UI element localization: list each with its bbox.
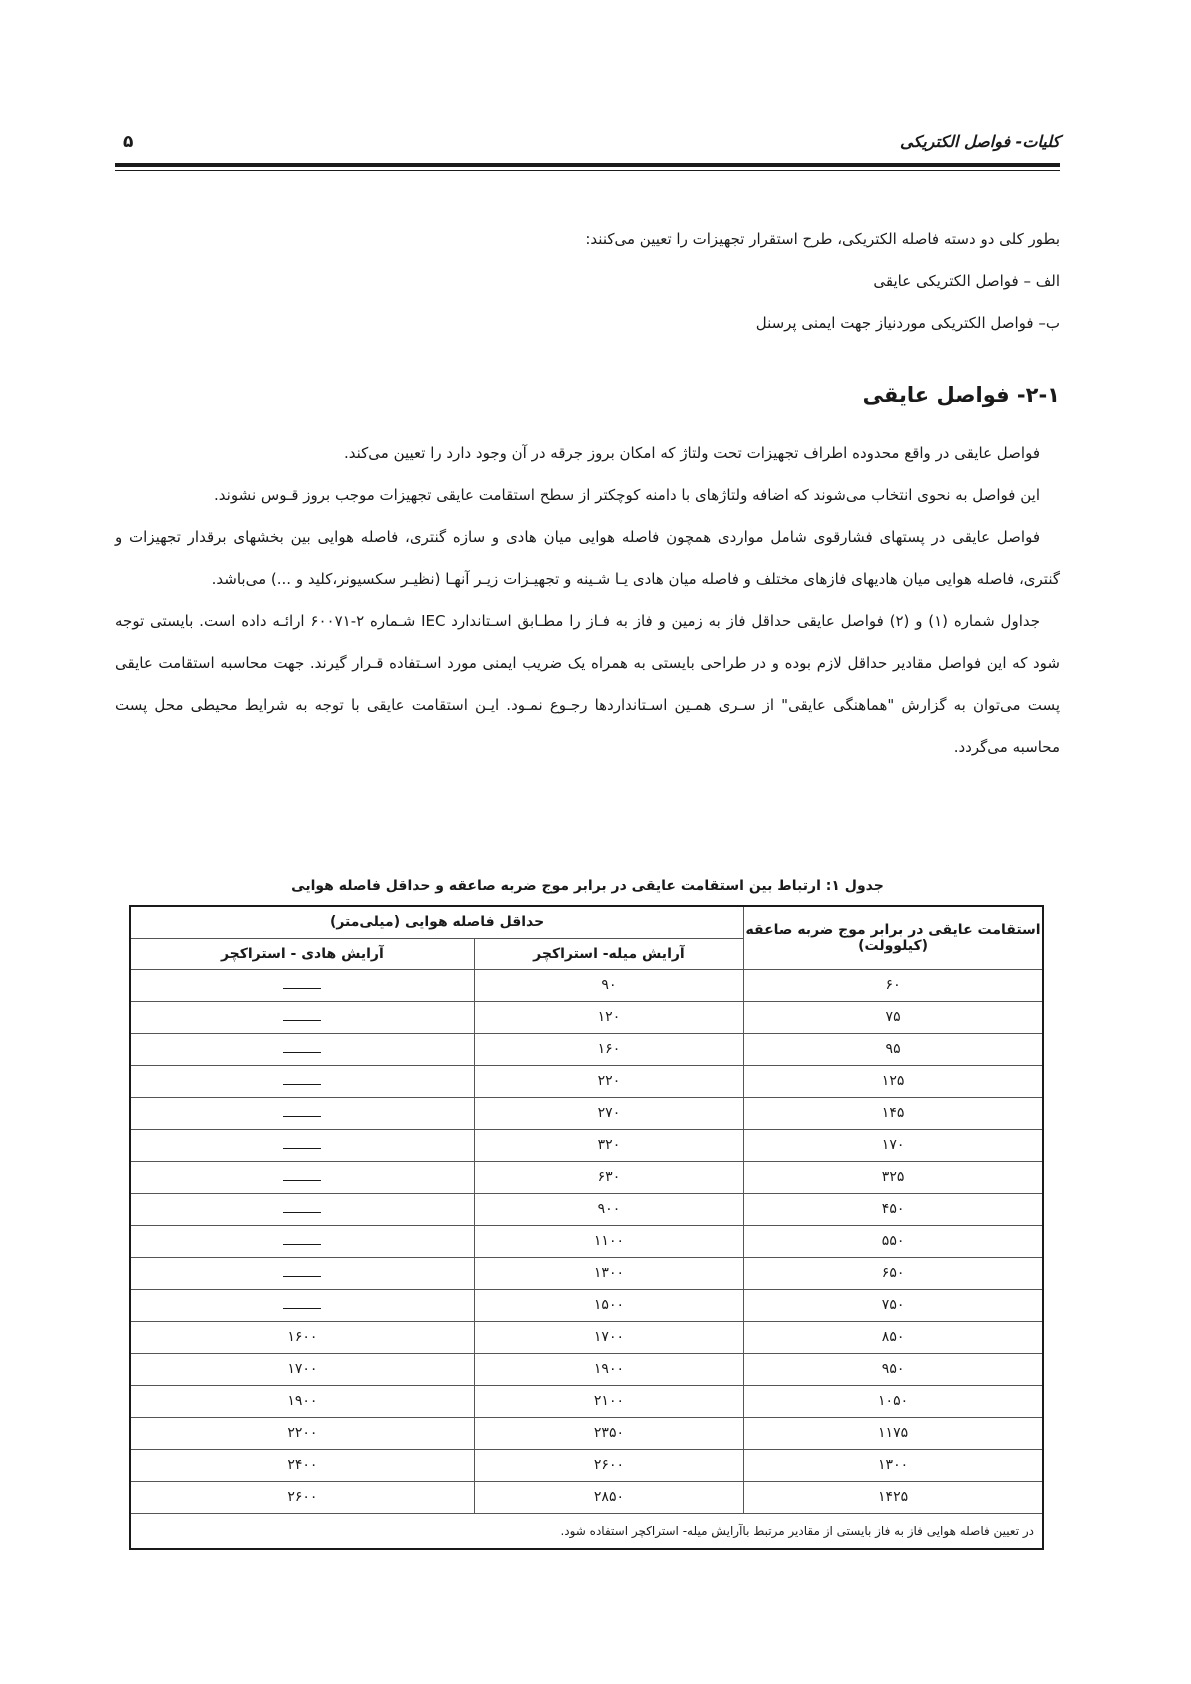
table-row (130, 969, 1043, 1001)
cell-withstand: ۴۵۰ (744, 1193, 1043, 1225)
cell-withstand: ۱۷۰ (744, 1129, 1043, 1161)
col-header-group: حداقل فاصله هوایی (میلی‌متر) (130, 906, 744, 938)
cell-rod: ۱۳۰۰ (474, 1257, 743, 1289)
cell-conductor (130, 1097, 474, 1129)
table-row (130, 1481, 1043, 1513)
cell-rod: ۱۵۰۰ (474, 1289, 743, 1321)
cell-rod: ۲۷۰ (474, 1097, 743, 1129)
cell-rod: ۲۱۰۰ (474, 1385, 743, 1417)
cell-withstand: ۱۰۵۰ (744, 1385, 1043, 1417)
cell-conductor: ۱۹۰۰ (130, 1385, 474, 1417)
cell-conductor (130, 1225, 474, 1257)
empty-dash (283, 1234, 321, 1245)
intro-block (115, 218, 1060, 344)
document-page (115, 0, 1060, 1684)
header-rule (115, 163, 1060, 167)
header-rule-thin (115, 170, 1060, 171)
cell-withstand: ۹۵ (744, 1033, 1043, 1065)
table-row (130, 1353, 1043, 1385)
cell-withstand: ۷۵ (744, 1001, 1043, 1033)
cell-conductor (130, 969, 474, 1001)
empty-dash (283, 1074, 321, 1085)
intro-item-a: الف – فواصل الکتریکی عایقی (873, 272, 1060, 290)
table-row (130, 1065, 1043, 1097)
empty-dash (283, 1170, 321, 1181)
cell-conductor (130, 1065, 474, 1097)
table-row (130, 1417, 1043, 1449)
cell-withstand: ۱۳۰۰ (744, 1449, 1043, 1481)
paragraph: جداول شماره (۱) و (۲) فواصل عایقی حداقل فاز به زمین و فاز به فـاز را مطـابق اسـتاندارد IEC شـماره ۲-۶۰۰۷۱ ارائـه داده است. بایستی توجه شود که این فواصل مقادیر حداقل لازم بوده و در طراحی بایستی به همراه یک ضریب ایمنی مورد اسـتفاده قـرار گیرند. جهت محاسبه استقامت عایقی پست می‌توان به گزارش "هماهنگی عایقی" از سـری همـین اسـتانداردها رجـوع نمـود. ایـن استقامت عایقی با توجه به شرایط محیطی محل پست محاسبه می‌گردد. (115, 612, 1060, 756)
empty-dash (283, 1042, 321, 1053)
cell-withstand: ۶۰ (744, 969, 1043, 1001)
cell-rod: ۱۶۰ (474, 1033, 743, 1065)
running-header (115, 132, 1060, 158)
page-number: ۵ (123, 132, 134, 152)
cell-withstand: ۹۵۰ (744, 1353, 1043, 1385)
empty-dash (283, 1010, 321, 1021)
table-row (130, 1225, 1043, 1257)
cell-withstand: ۱۴۵ (744, 1097, 1043, 1129)
cell-conductor (130, 1289, 474, 1321)
table-row (130, 1257, 1043, 1289)
table-row (130, 1449, 1043, 1481)
cell-conductor: ۱۷۰۰ (130, 1353, 474, 1385)
section-heading: ۲-۱- فواصل عایقی (862, 383, 1060, 407)
body-text (115, 432, 1060, 768)
cell-rod: ۱۱۰۰ (474, 1225, 743, 1257)
cell-withstand: ۸۵۰ (744, 1321, 1043, 1353)
table-body (130, 969, 1043, 1513)
header-title: کلیات- فواصل الکتریکی (900, 132, 1060, 151)
cell-rod: ۶۳۰ (474, 1161, 743, 1193)
table-row (130, 1001, 1043, 1033)
paragraph: فواصل عایقی در واقع محدوده اطراف تجهیزات تحت ولتاژ که امکان بروز جرقه در آن وجود دارد را تعیین می‌کند. (343, 444, 1040, 462)
cell-rod: ۹۰۰ (474, 1193, 743, 1225)
cell-rod: ۱۹۰۰ (474, 1353, 743, 1385)
cell-conductor (130, 1033, 474, 1065)
cell-conductor (130, 1129, 474, 1161)
cell-conductor: ۲۲۰۰ (130, 1417, 474, 1449)
cell-rod: ۲۸۵۰ (474, 1481, 743, 1513)
clearance-table (129, 905, 1044, 1550)
cell-rod: ۹۰ (474, 969, 743, 1001)
cell-withstand: ۱۱۷۵ (744, 1417, 1043, 1449)
empty-dash (283, 978, 321, 989)
empty-dash (283, 1106, 321, 1117)
empty-dash (283, 1298, 321, 1309)
table-note: در تعیین فاصله هوایی فاز به فاز بایستی از مقادیر مرتبط باآرایش میله- استراکچر استفاده شود. (130, 1513, 1043, 1549)
cell-conductor (130, 1257, 474, 1289)
empty-dash (283, 1202, 321, 1213)
cell-withstand: ۳۲۵ (744, 1161, 1043, 1193)
cell-conductor: ۲۶۰۰ (130, 1481, 474, 1513)
intro-lead: بطور کلی دو دسته فاصله الکتریکی، طرح استقرار تجهیزات را تعیین می‌کنند: (585, 230, 1060, 248)
cell-conductor (130, 1001, 474, 1033)
cell-withstand: ۱۴۲۵ (744, 1481, 1043, 1513)
table-row (130, 1161, 1043, 1193)
table-row (130, 1033, 1043, 1065)
cell-withstand: ۱۲۵ (744, 1065, 1043, 1097)
intro-item-b: ب– فواصل الکتریکی موردنیاز جهت ایمنی پرسنل (755, 314, 1060, 332)
table-row (130, 1289, 1043, 1321)
col-header-rod: آرایش میله- استراکچر (474, 938, 743, 969)
paragraph: فواصل عایقی در پستهای فشارقوی شامل مواردی همچون فاصله هوایی میان هادی و سازه گنتری، فاصله هوایی بین بخشهای برقدار تجهیزات و گنتری، فاصله هوایی میان هادیهای فازهای مختلف و فاصله میان هادی یـا شـینه و تجهیـزات زیـر آنهـا (نظیـر سکسیونر،کلید و ...) می‌باشد. (115, 528, 1060, 588)
table-row (130, 1129, 1043, 1161)
cell-rod: ۲۶۰۰ (474, 1449, 743, 1481)
paragraph: این فواصل به نحوی انتخاب می‌شوند که اضافه ولتاژهای با دامنه کوچکتر از سطح استقامت عایقی تجهیزات موجب بروز قـوس نشوند. (214, 486, 1040, 504)
cell-conductor (130, 1161, 474, 1193)
cell-withstand: ۵۵۰ (744, 1225, 1043, 1257)
table-caption: جدول ۱: ارتباط بین استقامت عایقی در برابر موج ضربه صاعقه و حداقل فاصله هوایی (291, 878, 884, 894)
col-header-withstand: استقامت عایقی در برابر موج ضربه صاعقه (کیلوولت) (744, 906, 1043, 969)
cell-rod: ۳۲۰ (474, 1129, 743, 1161)
cell-conductor (130, 1193, 474, 1225)
cell-rod: ۲۳۵۰ (474, 1417, 743, 1449)
cell-conductor: ۲۴۰۰ (130, 1449, 474, 1481)
cell-rod: ۱۷۰۰ (474, 1321, 743, 1353)
table-row (130, 1193, 1043, 1225)
empty-dash (283, 1266, 321, 1277)
cell-rod: ۲۲۰ (474, 1065, 743, 1097)
cell-conductor: ۱۶۰۰ (130, 1321, 474, 1353)
table-row (130, 1321, 1043, 1353)
col-header-conductor: آرایش هادی - استراکچر (130, 938, 474, 969)
cell-rod: ۱۲۰ (474, 1001, 743, 1033)
cell-withstand: ۷۵۰ (744, 1289, 1043, 1321)
empty-dash (283, 1138, 321, 1149)
table-row (130, 1385, 1043, 1417)
cell-withstand: ۶۵۰ (744, 1257, 1043, 1289)
table-row (130, 1097, 1043, 1129)
